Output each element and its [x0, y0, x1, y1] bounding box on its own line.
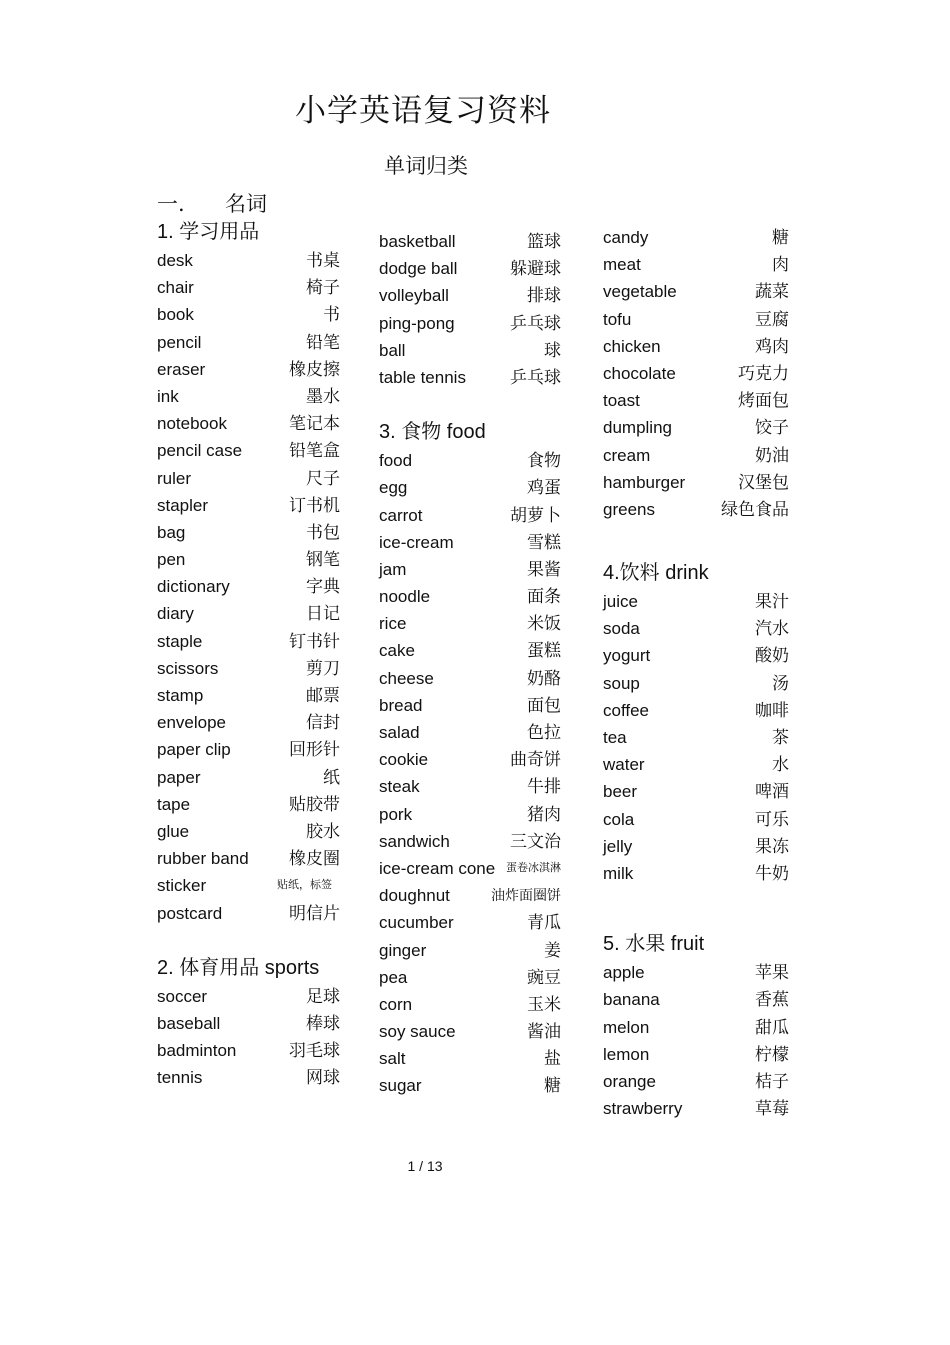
chinese-translation: 墨水: [306, 386, 340, 406]
vocab-row: [603, 986, 793, 1013]
vocab-row: [157, 247, 352, 274]
section-heading: 2. 体育用品 sports: [157, 956, 320, 979]
chinese-translation: 香蕉: [755, 990, 789, 1010]
english-word: dodge ball: [379, 259, 458, 279]
english-word: candy: [603, 228, 649, 247]
english-word: orange: [603, 1071, 656, 1091]
chinese-translation: 三文治: [510, 831, 561, 851]
chinese-translation: 水: [772, 755, 789, 775]
chinese-translation: 烤面包: [738, 391, 789, 411]
column-1: [157, 217, 352, 1091]
chinese-translation: 篮球: [527, 232, 561, 251]
vocab-row: [379, 637, 569, 664]
chinese-translation: 贴胶带: [289, 794, 340, 814]
chinese-translation: 米饭: [527, 614, 561, 634]
english-word: tea: [603, 728, 627, 747]
chinese-translation: 日记: [306, 604, 340, 624]
english-word: cream: [603, 445, 651, 465]
english-word: envelope: [157, 713, 227, 733]
chinese-translation: 青瓜: [527, 913, 561, 933]
english-word: glue: [157, 821, 190, 841]
chinese-translation: 乒乓球: [510, 313, 561, 333]
english-word: baseball: [157, 1013, 221, 1033]
english-word: table tennis: [379, 367, 466, 387]
vocab-row: [157, 410, 352, 437]
vocab-row: [603, 642, 793, 669]
english-word: badminton: [157, 1041, 237, 1061]
english-word: chicken: [603, 336, 661, 356]
chinese-translation: 面条: [527, 587, 561, 607]
chinese-translation: 乒乓球: [510, 367, 561, 387]
chinese-translation: 书包: [306, 522, 340, 542]
vocab-row: [379, 474, 569, 501]
part-label: 名词: [225, 192, 267, 216]
english-word: ice-cream cone: [379, 858, 496, 878]
page-number: 1 / 13: [407, 1158, 443, 1174]
chinese-translation: 柠檬: [755, 1044, 789, 1064]
chinese-translation: 奶油: [755, 445, 789, 465]
vocab-row: [603, 1068, 793, 1095]
english-word: cola: [603, 809, 635, 829]
vocab-row: [603, 670, 793, 697]
vocab-row: [157, 600, 352, 627]
vocab-row: [157, 818, 352, 845]
english-word: soccer: [157, 986, 208, 1006]
chinese-translation: 汽水: [755, 619, 789, 639]
section-heading: 4.饮料 drink: [603, 562, 709, 585]
english-word: food: [379, 451, 413, 471]
vocab-row: [157, 573, 352, 600]
chinese-translation: 笔记本: [289, 414, 340, 434]
chinese-translation: 绿色食品: [721, 499, 789, 519]
english-word: corn: [379, 994, 413, 1014]
vocab-row: [379, 964, 569, 991]
section-heading: 1. 学习用品: [157, 221, 260, 243]
chinese-translation: 牛奶: [755, 863, 789, 883]
english-word: lemon: [603, 1044, 650, 1064]
vocab-row: [379, 828, 569, 855]
vocab-row: [603, 724, 793, 751]
english-word: salad: [379, 723, 420, 742]
page-title: 小学英语复习资料: [295, 93, 551, 129]
chinese-translation: 胶水: [306, 821, 340, 841]
english-word: basketball: [379, 232, 456, 251]
vocab-row: [603, 442, 793, 469]
english-word: staple: [157, 631, 203, 651]
vocab-row: [379, 1045, 569, 1072]
english-word: sticker: [157, 876, 207, 896]
vocab-row: [603, 333, 793, 360]
english-word: sandwich: [379, 831, 450, 851]
english-word: pork: [379, 804, 413, 824]
chinese-translation: 明信片: [289, 903, 340, 923]
english-word: milk: [603, 863, 634, 883]
chinese-translation: 羽毛球: [289, 1041, 340, 1061]
chinese-translation: 果酱: [527, 559, 561, 579]
english-word: paper clip: [157, 740, 231, 760]
column-2: [379, 228, 569, 1100]
vocab-row: [603, 469, 793, 496]
english-word: apple: [603, 963, 645, 983]
english-word: sugar: [379, 1076, 422, 1096]
vocab-row: [379, 583, 569, 610]
vocab-row: [379, 228, 569, 255]
chinese-translation: 甜瓜: [755, 1017, 789, 1037]
vocab-row: [379, 556, 569, 583]
vocab-row: [157, 872, 352, 899]
vocab-row: [379, 1072, 569, 1099]
english-word: strawberry: [603, 1099, 683, 1119]
english-word: egg: [379, 478, 408, 498]
column-3: [603, 224, 793, 1122]
chinese-translation: 尺子: [306, 468, 340, 488]
english-word: chair: [157, 278, 194, 298]
chinese-translation: 球: [544, 340, 561, 360]
english-word: toast: [603, 391, 640, 411]
chinese-translation: 玉米: [527, 994, 561, 1014]
vocab-row: [379, 773, 569, 800]
vocab-row: [157, 1010, 352, 1037]
english-word: paper: [157, 767, 201, 787]
english-word: desk: [157, 251, 193, 270]
vocab-row: [603, 1095, 793, 1122]
vocab-row: [157, 274, 352, 301]
english-word: tennis: [157, 1068, 203, 1088]
chinese-translation: 雪糕: [527, 532, 561, 552]
part-heading: [157, 188, 267, 218]
english-word: volleyball: [379, 286, 449, 306]
english-word: scissors: [157, 658, 219, 678]
chinese-translation: 猪肉: [527, 804, 561, 824]
vocab-row: [157, 329, 352, 356]
english-word: yogurt: [603, 646, 651, 666]
vocab-row: [603, 697, 793, 724]
english-word: rice: [379, 614, 407, 634]
english-word: pen: [157, 550, 186, 570]
chinese-translation: 书: [323, 305, 340, 325]
english-word: notebook: [157, 414, 227, 434]
vocab-row: [379, 447, 569, 474]
vocab-row: [379, 855, 569, 882]
chinese-translation: 牛排: [527, 777, 561, 797]
english-word: stapler: [157, 495, 209, 515]
chinese-translation: 鸡蛋: [527, 478, 561, 498]
vocab-row: [379, 719, 569, 746]
chinese-translation: 咖啡: [755, 700, 789, 720]
english-word: jelly: [603, 836, 633, 856]
english-word: carrot: [379, 505, 423, 525]
chinese-translation: 铅笔: [306, 332, 340, 352]
chinese-translation: 桔子: [755, 1071, 789, 1091]
vocab-row: [157, 900, 352, 927]
english-word: ping-pong: [379, 313, 455, 333]
vocab-row: [379, 937, 569, 964]
vocab-row: [603, 615, 793, 642]
chinese-translation: 回形针: [289, 740, 340, 760]
vocab-row: [603, 588, 793, 615]
english-word: pencil case: [157, 441, 243, 461]
vocab-row: [157, 383, 352, 410]
chinese-translation: 字典: [306, 577, 340, 597]
english-word: diary: [157, 604, 194, 624]
chinese-translation: 纸: [323, 767, 340, 787]
english-word: cake: [379, 641, 415, 661]
chinese-translation: 橡皮擦: [289, 359, 340, 379]
chinese-translation: 钉书针: [289, 631, 340, 651]
english-word: bread: [379, 695, 423, 715]
english-word: ink: [157, 386, 179, 406]
chinese-translation: 糖: [772, 228, 789, 247]
vocab-row: [157, 546, 352, 573]
chinese-translation: 果冻: [755, 836, 789, 856]
english-word: banana: [603, 990, 660, 1010]
vocab-row: [603, 360, 793, 387]
english-word: rubber band: [157, 849, 249, 869]
english-word: tape: [157, 794, 191, 814]
english-word: coffee: [603, 700, 650, 720]
english-word: doughnut: [379, 886, 450, 906]
vocab-row: [157, 1037, 352, 1064]
english-word: juice: [603, 592, 638, 612]
vocab-row: [157, 764, 352, 791]
chinese-translation: 钢笔: [306, 550, 340, 570]
vocab-row: [603, 1041, 793, 1068]
chinese-translation: 躲避球: [510, 259, 561, 279]
english-word: pea: [379, 967, 408, 987]
english-word: book: [157, 305, 194, 325]
english-word: dictionary: [157, 577, 230, 597]
english-word: ice-cream: [379, 532, 454, 552]
english-word: ginger: [379, 940, 427, 960]
vocab-row: [603, 387, 793, 414]
english-word: soy sauce: [379, 1022, 456, 1042]
vocab-row: [603, 833, 793, 860]
chinese-translation: 食物: [527, 451, 561, 471]
chinese-translation: 酱油: [527, 1022, 561, 1042]
vocab-row: [379, 282, 569, 309]
english-word: ruler: [157, 468, 192, 488]
english-word: dumpling: [603, 418, 672, 438]
chinese-translation: 汤: [772, 673, 789, 693]
vocab-row: [157, 301, 352, 328]
vocab-row: [603, 860, 793, 887]
vocab-row: [157, 437, 352, 464]
english-word: cucumber: [379, 913, 454, 933]
chinese-translation: 足球: [306, 986, 340, 1006]
vocab-row: [379, 310, 569, 337]
vocab-row: [603, 751, 793, 778]
vocab-row: [603, 806, 793, 833]
vocab-row: [379, 364, 569, 391]
english-word: melon: [603, 1017, 650, 1037]
chinese-translation: 可乐: [755, 809, 789, 829]
chinese-translation: 苹果: [755, 963, 789, 983]
chinese-translation: 草莓: [755, 1099, 789, 1119]
english-word: ball: [379, 340, 406, 360]
vocab-row: [157, 356, 352, 383]
chinese-translation: 贴纸，标签: [277, 879, 332, 892]
chinese-translation: 油炸面圈饼: [491, 887, 561, 904]
chinese-translation: 茶: [772, 728, 789, 747]
vocab-row: [603, 496, 793, 523]
chinese-translation: 蛋卷冰淇淋: [506, 861, 561, 874]
vocab-row: [379, 610, 569, 637]
chinese-translation: 胡萝卜: [510, 505, 561, 525]
chinese-translation: 饺子: [755, 418, 789, 438]
vocab-row: [603, 278, 793, 305]
chinese-translation: 排球: [527, 286, 561, 306]
english-word: greens: [603, 499, 655, 519]
english-word: jam: [379, 559, 407, 579]
chinese-translation: 啤酒: [755, 782, 789, 802]
chinese-translation: 豆腐: [755, 309, 789, 329]
chinese-translation: 汉堡包: [738, 472, 789, 492]
english-word: pencil: [157, 332, 202, 352]
english-word: bag: [157, 522, 186, 542]
chinese-translation: 蛋糕: [527, 641, 561, 661]
vocab-row: [379, 529, 569, 556]
chinese-translation: 盐: [544, 1049, 561, 1069]
vocab-row: [379, 1018, 569, 1045]
vocab-row: [603, 1014, 793, 1041]
chinese-translation: 信封: [306, 713, 340, 733]
vocab-row: [603, 959, 793, 986]
english-word: stamp: [157, 686, 204, 705]
chinese-translation: 鸡肉: [755, 336, 789, 356]
chinese-translation: 椅子: [306, 278, 340, 298]
chinese-translation: 豌豆: [527, 967, 561, 987]
vocab-row: [603, 778, 793, 805]
vocab-row: [157, 519, 352, 546]
vocab-row: [157, 682, 352, 709]
chinese-translation: 奶酪: [527, 668, 561, 688]
chinese-translation: 剪刀: [306, 658, 340, 678]
english-word: beer: [603, 782, 638, 802]
chinese-translation: 果汁: [755, 592, 789, 612]
vocab-row: [157, 465, 352, 492]
chinese-translation: 曲奇饼: [510, 750, 561, 770]
vocab-row: [603, 306, 793, 333]
vocab-row: [157, 845, 352, 872]
english-word: soup: [603, 673, 640, 693]
english-word: cheese: [379, 668, 434, 688]
vocab-row: [379, 255, 569, 282]
vocab-row: [379, 991, 569, 1018]
vocab-row: [379, 909, 569, 936]
vocab-row: [379, 801, 569, 828]
vocab-row: [157, 492, 352, 519]
english-word: vegetable: [603, 282, 677, 302]
chinese-translation: 酸奶: [755, 646, 789, 666]
vocab-row: [603, 251, 793, 278]
chinese-translation: 网球: [306, 1068, 340, 1088]
chinese-translation: 邮票: [306, 686, 340, 705]
vocab-row: [603, 224, 793, 251]
vocab-row: [157, 1064, 352, 1091]
english-word: hamburger: [603, 472, 686, 492]
english-word: water: [603, 755, 645, 775]
chinese-translation: 订书机: [289, 495, 340, 515]
vocab-row: [379, 882, 569, 909]
chinese-translation: 姜: [544, 940, 561, 960]
english-word: tofu: [603, 309, 632, 329]
chinese-translation: 棒球: [306, 1013, 340, 1033]
chinese-translation: 铅笔盒: [289, 441, 340, 461]
chinese-translation: 橡皮圈: [289, 849, 340, 869]
english-word: chocolate: [603, 363, 676, 383]
part-number: 一.: [157, 192, 185, 216]
english-word: meat: [603, 255, 641, 275]
vocab-row: [157, 628, 352, 655]
vocab-row: [157, 736, 352, 763]
vocab-row: [157, 655, 352, 682]
page-subtitle: 单词归类: [384, 154, 468, 178]
vocab-row: [379, 665, 569, 692]
chinese-translation: 色拉: [527, 723, 561, 742]
vocab-row: [157, 709, 352, 736]
english-word: postcard: [157, 903, 223, 923]
vocab-row: [603, 414, 793, 441]
vocab-row: [379, 337, 569, 364]
vocab-row: [379, 746, 569, 773]
english-word: noodle: [379, 587, 431, 607]
english-word: salt: [379, 1049, 406, 1069]
vocab-row: [157, 983, 352, 1010]
vocab-row: [157, 791, 352, 818]
english-word: steak: [379, 777, 420, 797]
chinese-translation: 蔬菜: [755, 282, 789, 302]
chinese-translation: 书桌: [306, 251, 340, 270]
chinese-translation: 面包: [527, 695, 561, 715]
english-word: cookie: [379, 750, 429, 770]
chinese-translation: 肉: [772, 255, 789, 275]
english-word: eraser: [157, 359, 206, 379]
vocab-row: [379, 692, 569, 719]
chinese-translation: 糖: [544, 1076, 561, 1096]
english-word: soda: [603, 619, 640, 639]
vocab-row: [379, 502, 569, 529]
chinese-translation: 巧克力: [738, 363, 789, 383]
section-heading: 5. 水果 fruit: [603, 933, 705, 956]
section-heading: 3. 食物 food: [379, 421, 486, 444]
